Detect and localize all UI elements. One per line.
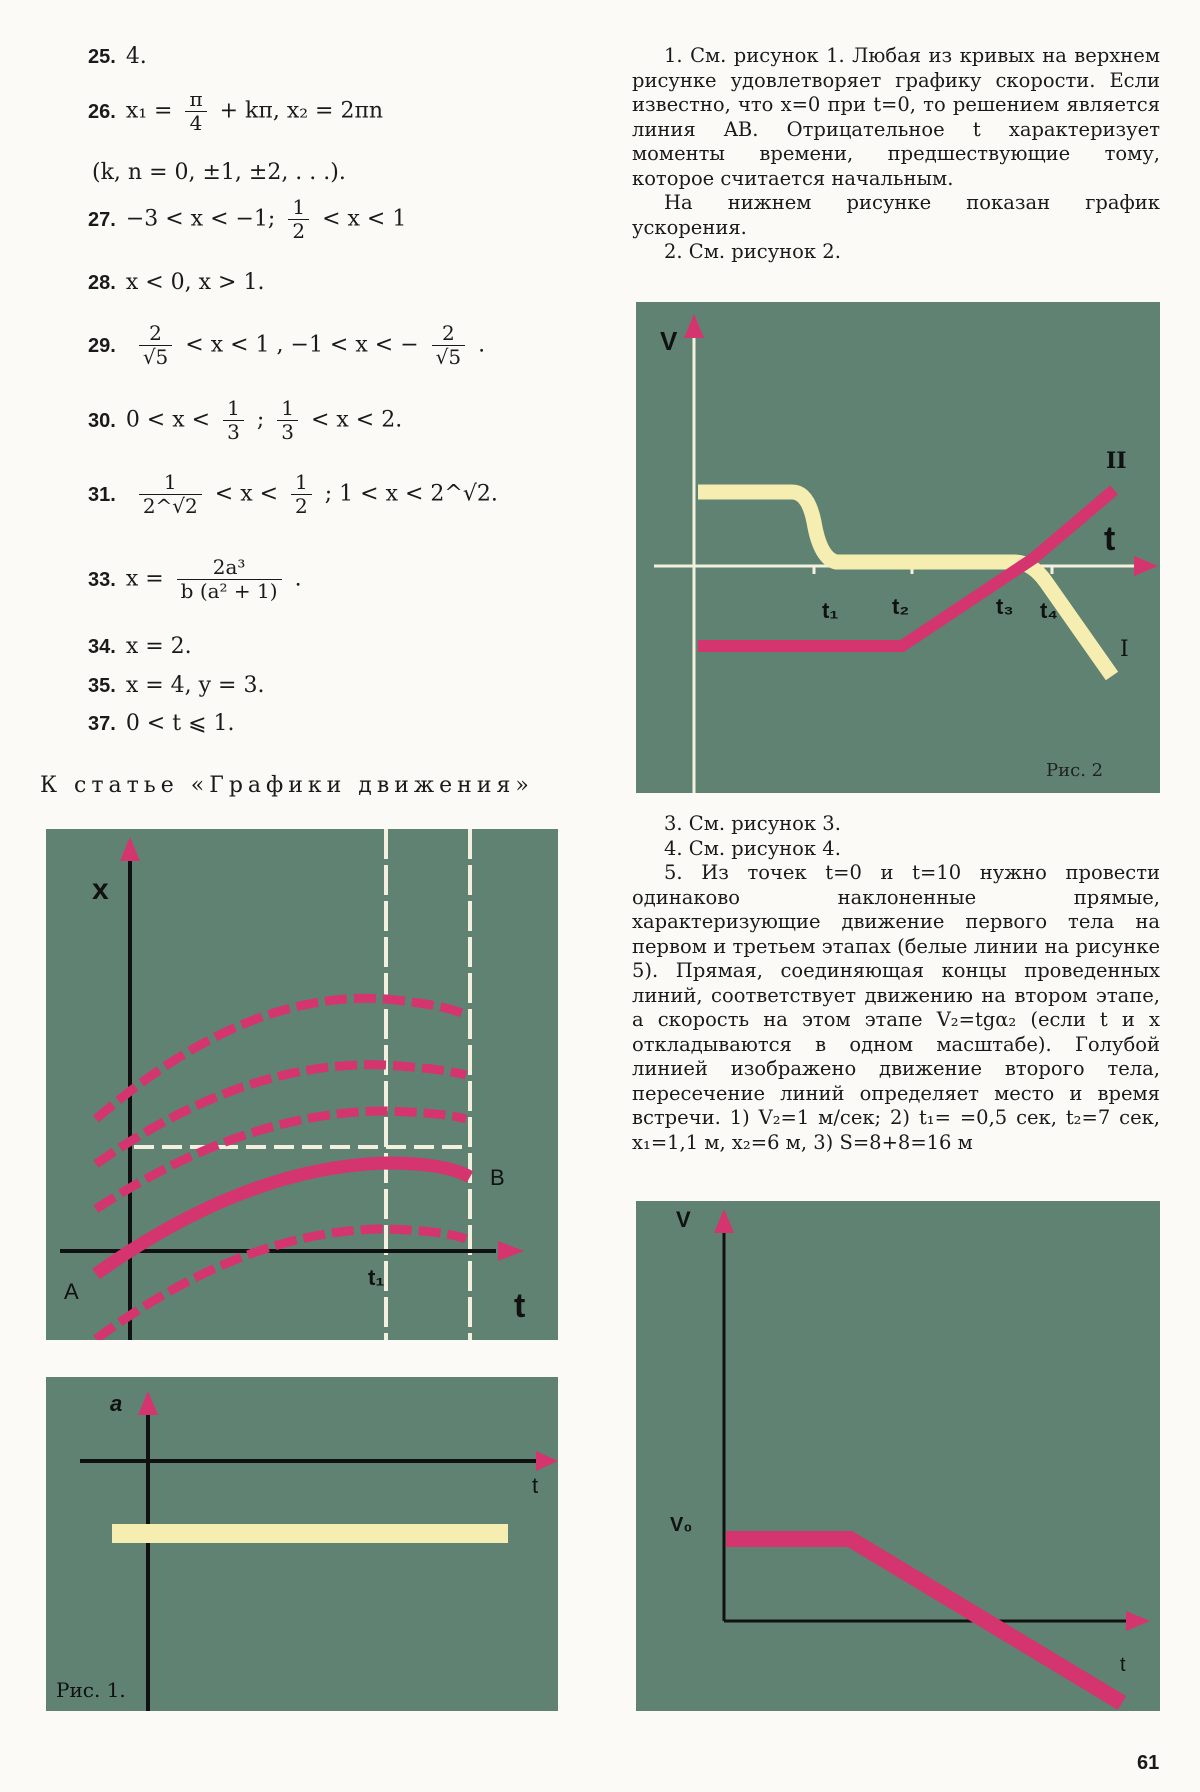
y-axis-label: a <box>110 1391 123 1416</box>
x-axis-arrow-icon <box>498 1241 524 1261</box>
y-axis-arrow-icon <box>714 1209 734 1233</box>
fraction <box>185 88 206 135</box>
figure-3-velocity-graph <box>636 1201 1160 1711</box>
answer-27 <box>88 196 406 243</box>
y-axis-arrow-icon <box>684 314 704 338</box>
v0-label: V₀ <box>670 1514 693 1536</box>
paragraph: 4. См. рисунок 4. <box>664 836 841 860</box>
answer-25 <box>88 44 147 69</box>
answer-text: ; 1 < x < 2^√2. <box>324 481 498 507</box>
answer-text: + kπ, x₂ = 2πn <box>219 98 384 124</box>
answer-text: . <box>478 332 486 358</box>
paragraph: 5. Из точек t=0 и t=10 нужно провести одинаково наклоненные прямые, характеризующие движение первого тела на первом и третьем этапах (белые линии на рисунке 5). Прямая, соединяющая концы проведенных линий, соответствует движению на втором этапе, а скорость на этом этапе V₂=tgα₂ (если t и x откладываются в одном масштабе). Голубой линией изображено движение второго тела, пересечение линий определяет место и время встречи. 1) V₂=1 м/сек; 2) t₁= =0,5 сек, t₂=7 сек, x₁=1,1 м, x₂=6 м, 3) S=8+8=16 м <box>632 861 1160 1154</box>
frac-den: 2 <box>292 219 306 243</box>
figure-1-bottom-svg <box>46 1377 558 1711</box>
answer-28 <box>88 270 264 295</box>
fraction <box>139 322 172 369</box>
answer-35 <box>88 673 264 698</box>
answer-number: 37. <box>88 713 116 735</box>
tick-label-t1: t₁ <box>822 598 839 623</box>
answer-text: x = <box>125 566 164 592</box>
x-axis-label: t <box>1104 520 1116 558</box>
explanation-block-2 <box>632 812 1160 1155</box>
answer-number: 25. <box>88 46 116 68</box>
answer-number: 26. <box>88 100 116 123</box>
answer-33 <box>88 556 302 603</box>
x-axis-label: t <box>514 1287 526 1325</box>
figure-1-position-graph <box>46 829 558 1340</box>
answer-text: x = 2. <box>125 634 192 659</box>
answer-text: . <box>294 566 302 592</box>
frac-num: 2a³ <box>177 556 282 580</box>
fraction <box>432 322 465 369</box>
paragraph: 2. См. рисунок 2. <box>664 240 841 263</box>
paragraph: 3. См. рисунок 3. <box>664 812 841 835</box>
answer-number: 33. <box>88 568 116 591</box>
answer-number: 35. <box>88 675 116 697</box>
answer-29 <box>88 322 485 369</box>
y-axis-arrow-icon <box>120 837 140 861</box>
frac-den: √5 <box>142 345 169 369</box>
answer-text: 0 < t ⩽ 1. <box>125 711 235 736</box>
y-axis-label: V <box>660 326 678 356</box>
point-b-label: B <box>490 1165 505 1190</box>
figure-caption: Рис. 1. <box>56 1678 126 1702</box>
frac-den: b (a² + 1) <box>180 579 278 603</box>
figure-2-svg <box>636 302 1160 793</box>
x-axis-label: t <box>1120 1654 1126 1676</box>
answer-31 <box>88 471 498 518</box>
x-axis-label: t <box>532 1473 539 1498</box>
fraction <box>277 397 298 444</box>
answer-34 <box>88 634 192 659</box>
y-axis-arrow-icon <box>138 1391 158 1415</box>
answer-text: < x < 1 , −1 < x < − <box>185 332 419 358</box>
frac-den: 3 <box>281 420 294 444</box>
answer-text: x = 4, y = 3. <box>125 673 265 698</box>
answer-text: ; <box>256 407 265 433</box>
answer-text: x₁ = <box>125 98 173 124</box>
answer-number: 30. <box>88 409 116 432</box>
answer-text: < x < <box>214 481 279 507</box>
figure-3-svg <box>636 1201 1160 1711</box>
paragraph: 1. См. рисунок 1. Любая из кривых на верхнем рисунке удовлетворяет графику скорости. Если известно, что x=0 при t=0, то решением является линия AB. Отрицательное t характеризует моменты времени, предшествующие тому, которое считается начальным. <box>632 44 1160 190</box>
answer-text: 0 < x < <box>125 407 211 433</box>
answer-number: 29. <box>88 334 116 357</box>
frac-den: 2^√2 <box>142 494 198 518</box>
fraction <box>177 556 282 603</box>
answer-30 <box>88 397 402 444</box>
frac-num: 2 <box>432 322 465 346</box>
tick-label-t4: t₄ <box>1040 598 1058 623</box>
page-number: 61 <box>1137 1752 1160 1774</box>
answer-text: < x < 1 <box>322 206 407 232</box>
frac-num: 1 <box>288 196 309 220</box>
figure-1-acceleration-graph <box>46 1377 558 1711</box>
frac-num: π <box>185 88 206 112</box>
frac-den: √5 <box>435 345 462 369</box>
frac-num: 2 <box>139 322 172 346</box>
y-axis-label: V <box>676 1207 691 1232</box>
x-axis-arrow-icon <box>1126 1611 1150 1631</box>
x-axis-arrow-icon <box>536 1451 558 1471</box>
fraction <box>223 397 244 444</box>
y-axis-label: x <box>92 873 109 906</box>
answer-text: x < 0, x > 1. <box>125 270 265 295</box>
answer-number: 34. <box>88 636 116 658</box>
fraction <box>139 471 202 518</box>
explanation-block-1 <box>632 44 1160 265</box>
dashed-curve-1 <box>96 998 466 1119</box>
answer-26-params <box>92 160 346 185</box>
frac-den: 2 <box>295 494 308 518</box>
curve-i-label: I <box>1120 637 1129 662</box>
section-title: К статье «Графики движения» <box>40 773 534 798</box>
tick-t1-label: t₁ <box>368 1265 385 1290</box>
frac-num: 1 <box>277 397 298 421</box>
figure-caption: Рис. 2 <box>1046 760 1104 781</box>
fraction <box>291 471 312 518</box>
tick-label-t2: t₂ <box>892 594 910 619</box>
dashed-curve-5 <box>96 1229 466 1339</box>
x-axis-arrow-icon <box>1134 556 1158 576</box>
frac-den: 4 <box>189 111 203 135</box>
frac-num: 1 <box>139 471 202 495</box>
frac-num: 1 <box>223 397 244 421</box>
fraction <box>288 196 309 243</box>
tick-label-t3: t₃ <box>996 594 1014 619</box>
paragraph: На нижнем рисунке показан график ускорения. <box>632 191 1160 239</box>
answer-text: 4. <box>125 44 147 69</box>
answer-text: (k, n = 0, ±1, ±2, . . .). <box>92 160 346 185</box>
curve-ii-label: II <box>1106 448 1127 474</box>
acceleration-bar <box>112 1524 508 1543</box>
point-a-label: A <box>64 1279 79 1304</box>
answer-26 <box>88 88 383 135</box>
figure-1-top-svg <box>46 829 558 1340</box>
answer-number: 27. <box>88 208 116 231</box>
figure-2-velocity-graph <box>636 302 1160 793</box>
frac-num: 1 <box>291 471 312 495</box>
answer-number: 31. <box>88 483 116 506</box>
frac-den: 3 <box>227 420 240 444</box>
answer-text: −3 < x < −1; <box>125 206 276 232</box>
answer-number: 28. <box>88 272 116 294</box>
answer-text: < x < 2. <box>310 407 403 433</box>
answer-37 <box>88 711 234 736</box>
